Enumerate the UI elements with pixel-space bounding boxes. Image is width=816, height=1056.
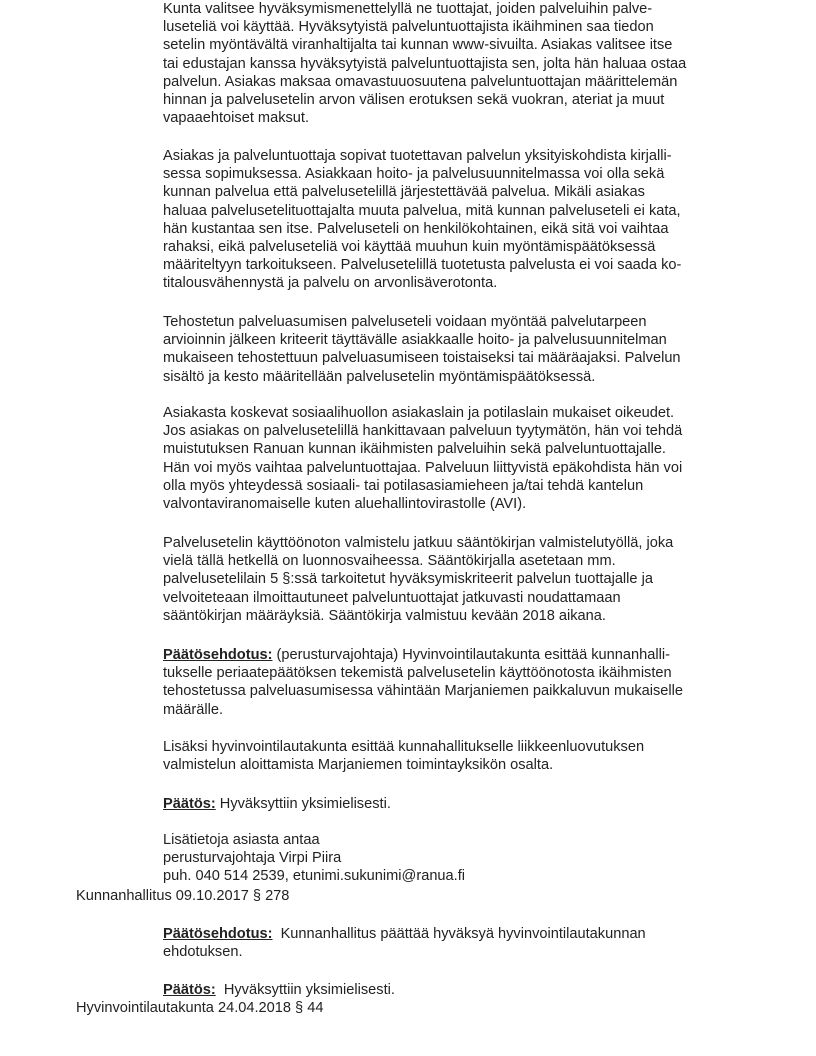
text-line: Hän voi myös vaihtaa palveluntuottajaa. Palveluun liittyvistä epäkohdista hän voi <box>163 459 683 476</box>
text-line: hinnan ja palvelusetelin arvon välisen erotuksen sekä vuokran, ateriat ja muut <box>163 92 665 109</box>
paragraph-enhanced-housing <box>163 313 743 386</box>
text-line: muistutuksen Ranuan kunnan ikäihmisten palveluihin sekä palveluntuottajalle. <box>163 441 666 458</box>
text-line: tehostetussa palveluasumisessa vähintään Marjaniemen paikkaluvun mukaiselle <box>163 683 683 700</box>
decision-proposal-text: (perusturvajohtaja) Hyvinvointilautakunta esittää kunnanhalli- <box>272 647 670 663</box>
paragraph-service-voucher-selection <box>163 0 743 127</box>
decision-label: Päätös: <box>163 982 216 998</box>
contact-info <box>163 831 743 886</box>
paragraph-transfer <box>163 738 743 774</box>
text-line: kunnan palvelua että palvelusetelillä järjestettävää palvelua. Mikäli asiakas <box>163 184 645 201</box>
text-line <box>163 795 743 813</box>
text-line: palvelusetelilain 5 §:ssä tarkoitetut hyväksymiskriteerit palvelun tuottajalle ja <box>163 571 653 588</box>
decision-label: Päätös: <box>163 796 216 812</box>
paragraph-board-decision <box>163 981 743 999</box>
paragraph-agreement <box>163 147 743 293</box>
text-line: ehdotuksen. <box>163 944 243 961</box>
text-line: sessa sopimuksessa. Asiakkaan hoito- ja palvelusuunnitelmassa voi olla sekä <box>163 166 665 183</box>
text-line: Asiakasta koskevat sosiaalihuollon asiakaslain ja potilaslain mukaiset oikeudet. <box>163 405 675 421</box>
decision-proposal-label: Päätösehdotus: <box>163 926 273 942</box>
paragraph-decision <box>163 795 743 813</box>
text-line: setelin myöntävältä viranhaltijalta tai kunnan www-sivuilta. Asiakas valitsee itse <box>163 37 673 54</box>
text-line: valvontaviranomaiselle kuten aluehallintovirastolle (AVI). <box>163 496 527 513</box>
text-line: luseteliä voi käyttää. Hyväksytyistä palveluntuottajista ikäihminen saa tiedon <box>163 19 654 36</box>
text-line: mukaiseen tehostettuun palveluasumiseen toistaiseksi tai määräajaksi. Palvelun <box>163 350 681 367</box>
text-line: määrälle. <box>163 701 224 718</box>
text-line: Asiakas ja palveluntuottaja sopivat tuotettavan palvelun yksityiskohdista kirjalli- <box>163 148 672 164</box>
paragraph-rulebook <box>163 534 743 625</box>
text-line: velvoiteteaan ilmoittautuneet palveluntuottajat jatkuvasti noudattamaan <box>163 589 621 606</box>
text-line: rahaksi, eikä palveluseteliä voi käyttää muuhun kuin myöntämispäätöksessä <box>163 239 656 256</box>
paragraph-decision-proposal <box>163 646 743 719</box>
contact-line: puh. 040 514 2539, etunimi.sukunimi@ranua.fi <box>163 868 466 885</box>
text-line: haluaa palvelusetelituottajalta muuta palvelua, mitä kunnan palveluseteli ei kata, <box>163 202 681 219</box>
text-line: vapaaehtoiset maksut. <box>163 110 310 127</box>
text-line: Jos asiakas on palvelusetelillä hankittavaan palveluun tyytymätön, hän voi tehdä <box>163 423 683 440</box>
paragraph-client-rights <box>163 404 743 513</box>
text-line: Palvelusetelin käyttöönoton valmistelu jatkuu sääntökirjan valmistelutyöllä, joka <box>163 535 674 551</box>
text-line: titalousvähennystä ja palvelu on arvonlisäverotonta. <box>163 275 498 292</box>
contact-line: perusturvajohtaja Virpi Piira <box>163 850 342 867</box>
text-line: määriteltyyn tarkoitukseen. Palvelusetelillä tuotetusta palvelusta ei voi saada ko- <box>163 257 682 274</box>
contact-line: Lisätietoja asiasta antaa <box>163 832 320 848</box>
text-line: sisältö ja kesto määritellään palvelusetelin myöntämispäätöksessä. <box>163 368 596 385</box>
text-line: valmistelun aloittamista Marjaniemen toimintayksikön osalta. <box>163 757 554 774</box>
text-line: palvelun. Asiakas maksaa omavastuuosuutena palveluntuottajan määrittelemän <box>163 73 678 90</box>
text-line: tukselle periaatepäätöksen tekemistä palvelusetelin käyttöönotosta ikäihmisten <box>163 665 672 682</box>
text-line: vielä tällä hetkellä on luonnosvaiheessa. Sääntökirjalla asetetaan mm. <box>163 553 616 570</box>
decision-text: Hyväksyttiin yksimielisesti. <box>215 982 395 998</box>
paragraph-board-decision-proposal <box>163 925 743 961</box>
text-line: Lisäksi hyvinvointilautakunta esittää kunnahallitukselle liikkeenluovutuksen <box>163 739 645 755</box>
text-line: tai edustajan kanssa hyväksytyistä palveluntuottajista sen, jolta hän haluaa ostaa <box>163 55 687 72</box>
text-line: Tehostetun palveluasumisen palveluseteli voidaan myöntää palvelutarpeen <box>163 314 647 330</box>
decision-proposal-text: Kunnanhallitus päättää hyväksyä hyvinvointilautakunnan <box>272 926 646 942</box>
text-line <box>163 981 743 999</box>
section-heading-kunnanhallitus: Kunnanhallitus 09.10.2017 § 278 <box>76 888 290 904</box>
text-line <box>163 925 743 943</box>
text-line: Kunta valitsee hyväksymismenettelyllä ne tuottajat, joiden palveluihin palve- <box>163 1 653 17</box>
decision-text: Hyväksyttiin yksimielisesti. <box>215 796 391 812</box>
text-line <box>163 646 743 664</box>
decision-proposal-label: Päätösehdotus: <box>163 647 273 663</box>
text-line: olla myös yhteydessä sosiaali- tai potilasasiamieheen ja/tai tehdä kantelun <box>163 477 644 494</box>
text-line: arvioinnin jälkeen kriteerit täyttävälle asiakkaalle hoito- ja palvelusuunnitelman <box>163 332 667 349</box>
text-line: sääntökirjan määräyksiä. Sääntökirja valmistuu kevään 2018 aikana. <box>163 607 606 624</box>
text-line: hän kustantaa sen itse. Palveluseteli on henkilökohtainen, eikä sitä voi vaihtaa <box>163 220 669 237</box>
section-heading-hyvinvointilautakunta: Hyvinvointilautakunta 24.04.2018 § 44 <box>76 1000 324 1016</box>
